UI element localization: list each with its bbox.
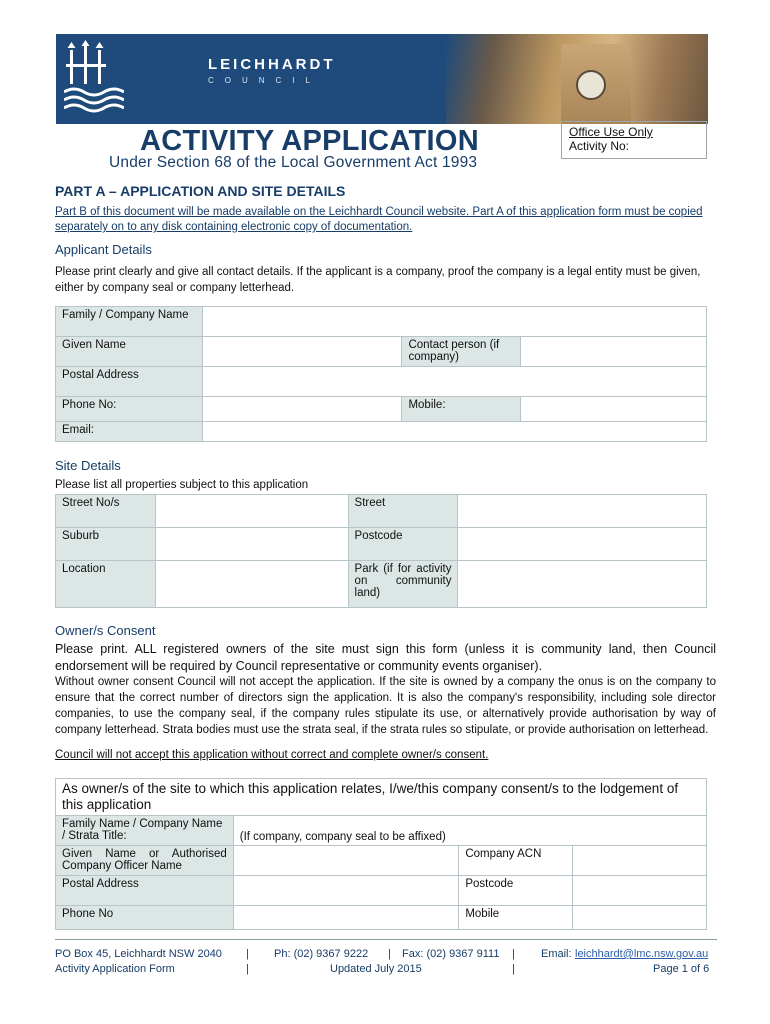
owner-mobile-input[interactable]	[573, 906, 707, 930]
owner-family-label: Family Name / Company Name / Strata Title:	[56, 816, 234, 846]
footer-email-label: Email:	[541, 948, 572, 960]
email-label: Email:	[56, 422, 203, 442]
owner-postal-input[interactable]	[233, 876, 459, 906]
postal-address-input[interactable]	[202, 367, 706, 397]
footer-updated: Updated July 2015	[330, 963, 422, 975]
street-label: Street	[348, 495, 458, 528]
owner-mobile-label: Mobile	[459, 906, 573, 930]
park-label: Park (if for activity on community land)	[348, 561, 458, 608]
footer-separator: |	[246, 948, 249, 960]
postcode-input[interactable]	[458, 528, 707, 561]
email-input[interactable]	[202, 422, 706, 442]
owner-given-label: Given Name or Authorised Company Officer Name	[56, 846, 234, 876]
location-input[interactable]	[155, 561, 348, 608]
footer-fax: Fax: (02) 9367 9111	[402, 948, 500, 960]
footer-phone: Ph: (02) 9367 9222	[274, 948, 369, 960]
owner-consent-warning: Council will not accept this application without correct and complete owner/s consent.	[55, 749, 489, 761]
applicant-heading: Applicant Details	[55, 242, 152, 257]
street-no-input[interactable]	[155, 495, 348, 528]
part-a-heading: PART A – APPLICATION AND SITE DETAILS	[55, 183, 346, 199]
consent-statement: As owner/s of the site to which this application relates, I/we/this company consent/s to the lodgement of this application	[56, 779, 707, 816]
page-subtitle: Under Section 68 of the Local Government Act 1993	[109, 154, 478, 171]
family-input[interactable]	[202, 307, 706, 337]
council-logo-icon	[64, 40, 124, 120]
site-intro: Please list all properties subject to this application	[55, 479, 309, 491]
office-use-box	[561, 121, 707, 159]
owner-postal-label: Postal Address	[56, 876, 234, 906]
owner-phone-input[interactable]	[233, 906, 459, 930]
company-acn-input[interactable]	[573, 846, 707, 876]
footer-separator: |	[246, 963, 249, 975]
contact-person-label: Contact person (if company)	[402, 337, 521, 367]
company-acn-label: Company ACN	[459, 846, 573, 876]
given-name-input[interactable]	[202, 337, 402, 367]
postal-address-label: Postal Address	[56, 367, 203, 397]
owner-consent-para-b: Without owner consent Council will not accept the application. If the site is owned by a company the onus is on the company to ensure that the correct number of directors sign the application. It is also the company's responsibility, including sole director companies, to use the company seal, if the company rules stipulate its use, or alternatively provide authorisation by way of company letterhead. Strata bodies must use the strata seal, if the strata rules so stipulate, or provide authorisation on letterhead.	[55, 676, 716, 736]
footer-divider	[55, 939, 717, 940]
park-input[interactable]	[458, 561, 707, 608]
suburb-input[interactable]	[155, 528, 348, 561]
mobile-label: Mobile:	[402, 397, 521, 422]
page-title: ACTIVITY APPLICATION	[140, 125, 479, 157]
phone-input[interactable]	[202, 397, 402, 422]
part-a-note: Part B of this document will be made available on the Leichhardt Council website. Part A of this application form must be copied separately on to any disk containing electronic copy of documentation.	[55, 206, 703, 233]
site-table	[55, 494, 707, 608]
footer-page-number: Page 1 of 6	[653, 963, 710, 975]
company-seal-note: (If company, company seal to be affixed)	[239, 831, 446, 843]
footer-address: PO Box 45, Leichhardt NSW 2040	[55, 948, 222, 960]
owner-table	[55, 778, 707, 930]
owner-given-input[interactable]	[233, 846, 459, 876]
header-banner	[56, 34, 708, 124]
owner-phone-label: Phone No	[56, 906, 234, 930]
owner-family-input[interactable]	[233, 816, 706, 846]
suburb-label: Suburb	[56, 528, 156, 561]
contact-person-input[interactable]	[521, 337, 707, 367]
owner-consent-para-a: Please print. ALL registered owners of the site must sign this form (unless it is community land, then Council endorsement will be required by Council representative or community events organiser).	[55, 642, 716, 673]
mobile-input[interactable]	[521, 397, 707, 422]
footer-form-name: Activity Application Form	[55, 963, 175, 975]
footer-separator: |	[512, 948, 515, 960]
applicant-table	[55, 306, 707, 442]
street-no-label: Street No/s	[56, 495, 156, 528]
applicant-intro: Please print clearly and give all contact details. If the applicant is a company, proof the company is a legal entity must be given, either by company seal or company letterhead.	[55, 266, 701, 294]
clock-icon	[576, 70, 606, 100]
owner-consent-heading: Owner/s Consent	[55, 623, 156, 638]
street-input[interactable]	[458, 495, 707, 528]
postcode-label: Postcode	[348, 528, 458, 561]
owner-postcode-label: Postcode	[459, 876, 573, 906]
office-use-label: Office Use Only	[569, 125, 653, 139]
owner-postcode-input[interactable]	[573, 876, 707, 906]
given-name-label: Given Name	[56, 337, 203, 367]
phone-label: Phone No:	[56, 397, 203, 422]
logo-text: LEICHHARDT	[208, 56, 336, 73]
footer-separator: |	[388, 948, 391, 960]
logo-subtext: COUNCIL	[208, 76, 322, 85]
location-label: Location	[56, 561, 156, 608]
family-label: Family / Company Name	[56, 307, 203, 337]
site-heading: Site Details	[55, 458, 121, 473]
footer-separator: |	[512, 963, 515, 975]
activity-no-label: Activity No:	[569, 139, 630, 153]
footer-email-link[interactable]: leichhardt@lmc.nsw.gov.au	[575, 948, 709, 960]
